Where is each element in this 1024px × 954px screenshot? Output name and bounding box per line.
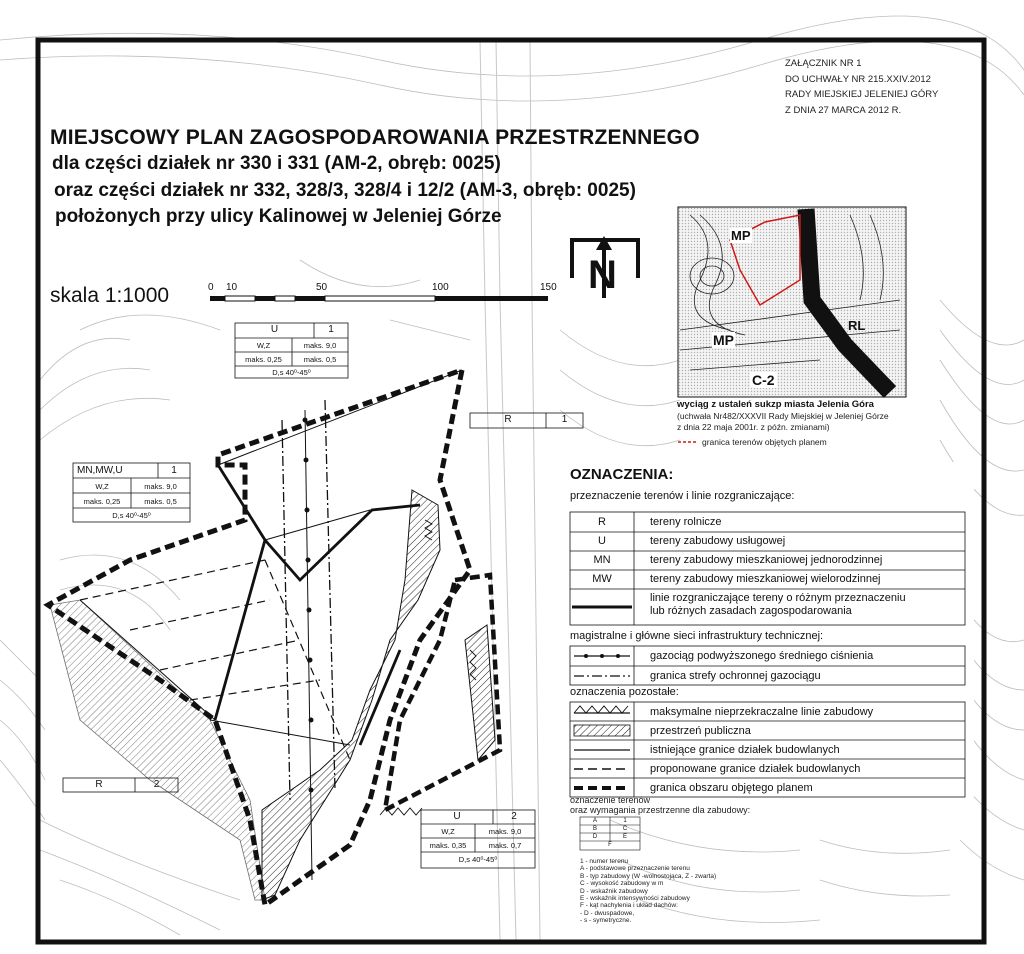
scale-tick: 50 — [316, 282, 328, 293]
zone-number: 2 — [511, 811, 517, 822]
zone-code: R — [504, 414, 512, 425]
legend-other-desc: maksymalne nieprzekraczalne linie zabudowy — [650, 706, 874, 718]
zone-code: MN,MW,U — [77, 465, 123, 476]
key-item: A - podstawowe przeznaczenie terenu — [580, 865, 690, 873]
zone-height: maks. 9,0 — [303, 341, 337, 350]
legend-section-zones: przeznaczenie terenów i linie rozgraniczające: — [570, 490, 795, 502]
legend-zone-desc: tereny zabudowy usługowej — [650, 535, 786, 547]
legend-zone-desc: tereny rolnicze — [650, 516, 722, 528]
key-grid-cell: E — [622, 834, 627, 840]
annex-line: DO UCHWAŁY NR 215.XXIV.2012 — [785, 73, 931, 85]
legend-infra-desc: gazociąg podwyższonego średniego ciśnienia — [650, 650, 874, 662]
legend-boundary-line: linie rozgraniczające tereny o różnym przeznaczeniu — [650, 592, 906, 604]
plan-subtitle-3: położonych przy ulicy Kalinowej w Jeleniej Górze — [55, 206, 502, 227]
zone-number: 1 — [171, 465, 177, 476]
legend-boundary-line: lub różnych zasadach zagospodarowania — [650, 605, 852, 617]
scale-tick: 100 — [432, 282, 449, 293]
scale-tick: 150 — [540, 282, 557, 293]
legend-other-desc: przestrzeń publiczna — [650, 725, 751, 737]
zone-intensity: maks. 0,7 — [488, 841, 522, 850]
key-title-line: oznaczenie terenów — [570, 795, 651, 805]
zone-type: W,Z — [95, 482, 109, 491]
key-list — [580, 858, 716, 925]
inset-label: C-2 — [752, 372, 775, 388]
zone-intensity: maks. 0,5 — [303, 355, 337, 364]
zone-number: 1 — [328, 324, 334, 335]
inset-caption-line: z dnia 22 maja 2001r. z późn. zmianami) — [677, 422, 830, 432]
key-item: - D - dwuspadowe, — [580, 909, 635, 917]
plan-area — [48, 370, 500, 905]
key-item: E - wskaźnik intensywności zabudowy — [580, 895, 690, 903]
annex-line: RADY MIEJSKIEJ JELENIEJ GÓRY — [785, 89, 939, 100]
zone-roof: D,s 40⁰-45⁰ — [458, 855, 498, 864]
key-item: D - wskaźnik zabudowy — [580, 887, 648, 895]
key-item: 1 - numer terenu — [580, 858, 629, 865]
north-arrow-label: N — [588, 253, 617, 297]
legend-boundary-desc — [650, 592, 906, 618]
zone-code: R — [95, 779, 103, 790]
key-grid-cell: B — [592, 826, 597, 832]
u2-hatched — [465, 625, 495, 760]
scale-label: skala 1:1000 — [50, 284, 170, 307]
legend-zone-desc: tereny zabudowy mieszkaniowej jednorodzinnej — [650, 554, 883, 566]
annex-line: Z DNIA 27 MARCA 2012 R. — [785, 104, 902, 116]
inset-label: MP — [713, 332, 734, 348]
background-road — [480, 40, 540, 940]
inset-label: MP — [731, 228, 751, 243]
inset-legend-label: granica terenów objętych planem — [702, 437, 827, 447]
zone-coverage: maks. 0,25 — [83, 497, 121, 506]
key-grid-cell: C — [622, 826, 628, 832]
inset-caption-line: (uchwała Nr482/XXXVII Rady Miejskiej w Jeleniej Górze — [677, 411, 889, 421]
zone-type: W,Z — [441, 827, 455, 836]
key-item: - s - symetryczne. — [580, 917, 632, 925]
legend-zone-code: MW — [592, 573, 612, 585]
legend-zone-code: R — [598, 516, 606, 528]
scale-tick: 10 — [226, 282, 238, 293]
legend-zone-code: MN — [593, 554, 611, 566]
scale-tick: 0 — [208, 282, 214, 293]
zone-intensity: maks. 0,5 — [144, 497, 177, 506]
zone-coverage: maks. 0,25 — [245, 355, 282, 364]
legend-other-desc: granica obszaru objętego planem — [650, 782, 813, 794]
zone-code: U — [270, 324, 279, 335]
inset-map — [678, 207, 906, 397]
inset-caption: wyciąg z ustaleń sukzp miasta Jelenia Góra — [677, 399, 874, 410]
zone-coverage: maks. 0,35 — [429, 841, 467, 850]
zone-height: maks. 9,0 — [144, 482, 177, 491]
legend-section-infra: magistralne i główne sieci infrastruktury technicznej: — [570, 630, 824, 642]
legend-zone-desc: tereny zabudowy mieszkaniowej wielorodzinnej — [650, 573, 881, 585]
annex-header — [785, 56, 938, 118]
zone-type: W,Z — [256, 341, 271, 350]
key-grid-cell: D — [592, 834, 598, 840]
public-space-south — [50, 600, 265, 900]
key-grid-cell: A — [592, 818, 597, 824]
zone-number: 2 — [153, 779, 160, 790]
inset-label: RL — [848, 318, 866, 333]
scale-bar — [210, 296, 548, 301]
legend-other-desc: proponowane granice działek budowlanych — [650, 763, 861, 775]
legend-zone-code: U — [598, 535, 606, 547]
zone-height: maks. 9,0 — [488, 827, 522, 836]
legend-other-desc: istniejące granice działek budowlanych — [650, 744, 840, 756]
legend-section-other: oznaczenia pozostałe: — [570, 686, 679, 698]
legend-title: OZNACZENIA: — [570, 466, 674, 483]
key-grid-cell: F — [608, 842, 612, 848]
key-item: F - kąt nachylenia i układ dachów: — [580, 902, 678, 910]
plan-subtitle-1: dla części działek nr 330 i 331 (AM-2, obręb: 0025) — [52, 153, 501, 174]
key-title-line: oraz wymagania przestrzenne dla zabudowy: — [570, 804, 751, 815]
zone-roof: D,s 40⁰-45⁰ — [112, 511, 151, 520]
key-item: C - wysokość zabudowy w m — [580, 880, 664, 888]
inset-caption-note — [677, 411, 889, 433]
plan-title: MIEJSCOWY PLAN ZAGOSPODAROWANIA PRZESTRZENNEGO — [50, 126, 700, 149]
key-title — [570, 796, 750, 815]
plan-subtitle-2: oraz części działek nr 332, 328/3, 328/4 i 12/2 (AM-3, obręb: 0025) — [54, 180, 636, 201]
zone-number: 1 — [561, 414, 568, 425]
annex-line: ZAŁĄCZNIK NR 1 — [785, 58, 862, 69]
key-grid-cell: 1 — [623, 818, 627, 824]
legend-infra-desc: granica strefy ochronnej gazociągu — [650, 670, 821, 682]
zone-code: U — [453, 811, 461, 822]
zone-roof: D,s 40⁰-45⁰ — [272, 368, 311, 377]
key-item: B - typ zabudowy (W -wolnostojąca, Z - zwarta) — [580, 872, 717, 880]
